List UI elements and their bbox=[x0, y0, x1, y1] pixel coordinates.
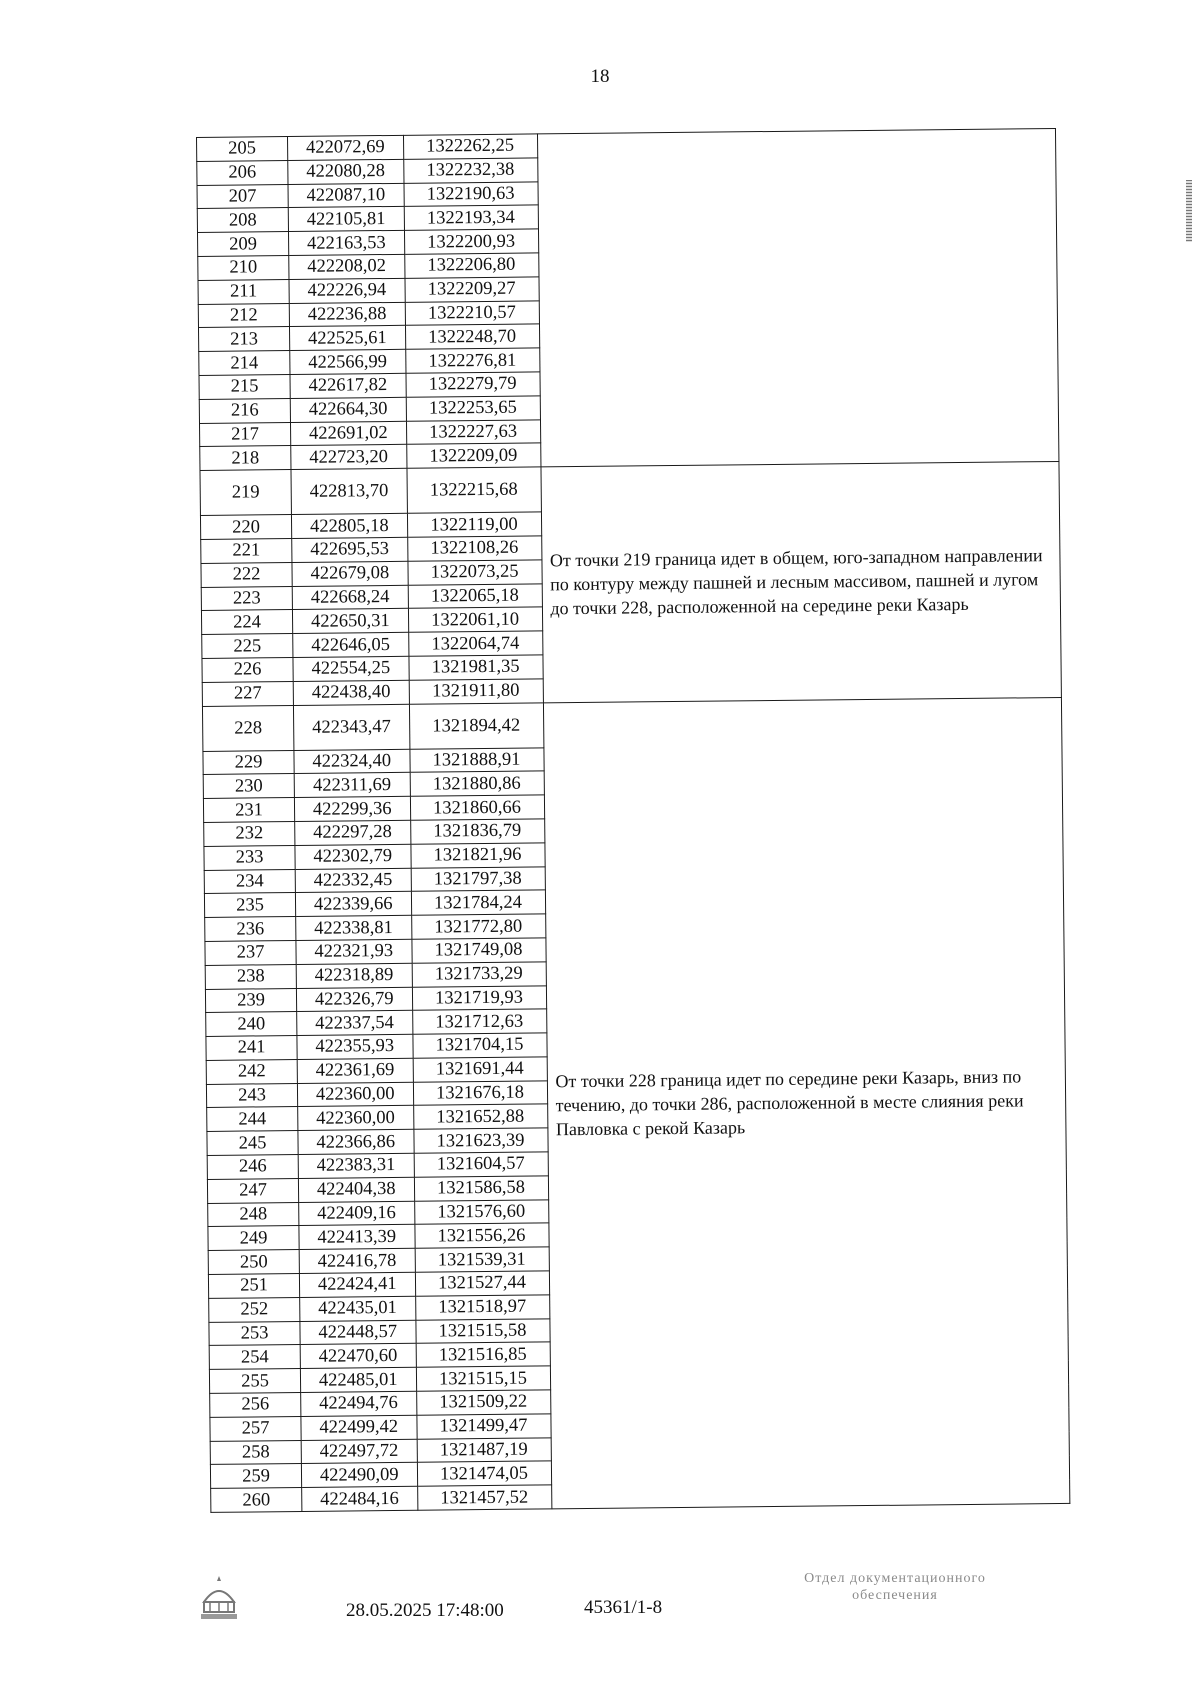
point-number-cell: 230 bbox=[203, 774, 294, 799]
x-coordinate-cell: 422497,72 bbox=[301, 1439, 417, 1464]
point-number-cell: 238 bbox=[205, 964, 296, 989]
x-coordinate-cell: 422226,94 bbox=[289, 278, 405, 303]
y-coordinate-cell: 1322209,09 bbox=[406, 443, 540, 468]
point-number-cell: 214 bbox=[199, 351, 290, 376]
x-coordinate-cell: 422416,78 bbox=[299, 1249, 415, 1274]
y-coordinate-cell: 1322253,65 bbox=[406, 396, 540, 421]
page-number: 18 bbox=[590, 66, 610, 87]
y-coordinate-cell: 1321515,58 bbox=[415, 1319, 549, 1344]
x-coordinate-cell: 422448,57 bbox=[300, 1320, 416, 1345]
point-number-cell: 220 bbox=[200, 515, 291, 540]
point-number-cell: 260 bbox=[211, 1488, 302, 1513]
point-number-cell: 248 bbox=[208, 1202, 299, 1227]
y-coordinate-cell: 1322061,10 bbox=[408, 607, 542, 632]
stamp-line-2: обеспечения bbox=[852, 1588, 938, 1603]
x-coordinate-cell: 422339,66 bbox=[295, 892, 411, 917]
y-coordinate-cell: 1321518,97 bbox=[415, 1295, 549, 1320]
x-coordinate-cell: 422695,53 bbox=[292, 537, 408, 562]
point-number-cell: 256 bbox=[210, 1393, 301, 1418]
x-coordinate-cell: 422361,69 bbox=[297, 1058, 413, 1083]
y-coordinate-cell: 1322193,34 bbox=[404, 205, 538, 230]
x-coordinate-cell: 422650,31 bbox=[292, 609, 408, 634]
x-coordinate-cell: 422321,93 bbox=[296, 939, 412, 964]
x-coordinate-cell: 422490,09 bbox=[301, 1463, 417, 1488]
x-coordinate-cell: 422208,02 bbox=[289, 254, 405, 279]
department-stamp bbox=[760, 1570, 1030, 1604]
y-coordinate-cell: 1321860,66 bbox=[410, 795, 544, 820]
y-coordinate-cell: 1322190,63 bbox=[404, 182, 538, 207]
point-number-cell: 235 bbox=[204, 893, 295, 918]
x-coordinate-cell: 422668,24 bbox=[292, 585, 408, 610]
y-coordinate-cell: 1322073,25 bbox=[407, 560, 541, 585]
point-number-cell: 234 bbox=[204, 869, 295, 894]
point-number-cell: 216 bbox=[199, 398, 290, 423]
x-coordinate-cell: 422525,61 bbox=[289, 326, 405, 351]
y-coordinate-cell: 1321797,38 bbox=[411, 866, 545, 891]
x-coordinate-cell: 422383,31 bbox=[298, 1153, 414, 1178]
y-coordinate-cell: 1321487,19 bbox=[417, 1437, 551, 1462]
x-coordinate-cell: 422332,45 bbox=[295, 868, 411, 893]
y-coordinate-cell: 1322064,74 bbox=[408, 631, 542, 656]
x-coordinate-cell: 422360,00 bbox=[297, 1082, 413, 1107]
x-coordinate-cell: 422366,86 bbox=[298, 1130, 414, 1155]
point-number-cell: 231 bbox=[203, 798, 294, 823]
x-coordinate-cell: 422337,54 bbox=[297, 1011, 413, 1036]
point-number-cell: 224 bbox=[201, 610, 292, 635]
y-coordinate-cell: 1321556,26 bbox=[414, 1223, 548, 1248]
x-coordinate-cell: 422236,88 bbox=[289, 302, 405, 327]
point-number-cell: 209 bbox=[198, 232, 289, 257]
point-number-cell: 242 bbox=[206, 1059, 297, 1084]
x-coordinate-cell: 422470,60 bbox=[300, 1344, 416, 1369]
point-number-cell: 239 bbox=[205, 988, 296, 1013]
point-number-cell: 258 bbox=[210, 1440, 301, 1465]
point-number-cell: 228 bbox=[202, 705, 293, 751]
y-coordinate-cell: 1321576,60 bbox=[414, 1200, 548, 1225]
y-coordinate-cell: 1322065,18 bbox=[408, 583, 542, 608]
y-coordinate-cell: 1322200,93 bbox=[404, 229, 538, 254]
x-coordinate-cell: 422355,93 bbox=[297, 1034, 413, 1059]
x-coordinate-cell: 422326,79 bbox=[296, 987, 412, 1012]
y-coordinate-cell: 1321784,24 bbox=[411, 890, 545, 915]
x-coordinate-cell: 422499,42 bbox=[301, 1415, 417, 1440]
point-number-cell: 225 bbox=[202, 634, 293, 659]
y-coordinate-cell: 1322279,79 bbox=[406, 372, 540, 397]
point-number-cell: 212 bbox=[198, 303, 289, 328]
y-coordinate-cell: 1321516,85 bbox=[416, 1342, 550, 1367]
y-coordinate-cell: 1321652,88 bbox=[413, 1104, 547, 1129]
x-coordinate-cell: 422080,28 bbox=[288, 159, 404, 184]
y-coordinate-cell: 1322276,81 bbox=[405, 348, 539, 373]
y-coordinate-cell: 1321474,05 bbox=[417, 1461, 551, 1486]
point-number-cell: 206 bbox=[197, 160, 288, 185]
y-coordinate-cell: 1322119,00 bbox=[407, 512, 541, 537]
y-coordinate-cell: 1321733,29 bbox=[412, 962, 546, 987]
x-coordinate-cell: 422338,81 bbox=[296, 915, 412, 940]
boundary-description-cell bbox=[537, 128, 1059, 467]
x-coordinate-cell: 422299,36 bbox=[294, 796, 410, 821]
x-coordinate-cell: 422554,25 bbox=[293, 656, 409, 681]
table-body bbox=[197, 128, 1070, 1512]
point-number-cell: 215 bbox=[199, 374, 290, 399]
x-coordinate-cell: 422409,16 bbox=[299, 1201, 415, 1226]
point-number-cell: 205 bbox=[197, 137, 288, 162]
x-coordinate-cell: 422404,38 bbox=[298, 1177, 414, 1202]
y-coordinate-cell: 1321539,31 bbox=[415, 1247, 549, 1272]
table-row bbox=[202, 697, 1061, 751]
boundary-description-cell: От точки 219 граница идет в общем, юго-западном направлении по контуру между пашней и лесным массивом, пашней и лугом до точки 228, расположенной на середине реки Казарь bbox=[540, 462, 1061, 703]
y-coordinate-cell: 1322232,38 bbox=[403, 158, 537, 183]
x-coordinate-cell: 422297,28 bbox=[295, 820, 411, 845]
x-coordinate-cell: 422723,20 bbox=[291, 445, 407, 470]
point-number-cell: 244 bbox=[207, 1107, 298, 1132]
point-number-cell: 259 bbox=[210, 1464, 301, 1489]
y-coordinate-cell: 1322206,80 bbox=[404, 253, 538, 278]
y-coordinate-cell: 1321515,15 bbox=[416, 1366, 550, 1391]
y-coordinate-cell: 1321691,44 bbox=[413, 1057, 547, 1082]
y-coordinate-cell: 1322209,27 bbox=[405, 277, 539, 302]
point-number-cell: 229 bbox=[203, 750, 294, 775]
x-coordinate-cell: 422087,10 bbox=[288, 183, 404, 208]
point-number-cell: 226 bbox=[202, 657, 293, 682]
x-coordinate-cell: 422424,41 bbox=[299, 1272, 415, 1297]
x-coordinate-cell: 422318,89 bbox=[296, 963, 412, 988]
table-row bbox=[200, 462, 1059, 516]
point-number-cell: 247 bbox=[207, 1178, 298, 1203]
y-coordinate-cell: 1322248,70 bbox=[405, 324, 539, 349]
y-coordinate-cell: 1321981,35 bbox=[408, 655, 542, 680]
x-coordinate-cell: 422566,99 bbox=[290, 349, 406, 374]
stamp-line-1: Отдел документационного bbox=[804, 1571, 986, 1586]
x-coordinate-cell: 422435,01 bbox=[300, 1296, 416, 1321]
x-coordinate-cell: 422617,82 bbox=[290, 373, 406, 398]
y-coordinate-cell: 1322227,63 bbox=[406, 419, 540, 444]
point-number-cell: 208 bbox=[197, 208, 288, 233]
point-number-cell: 233 bbox=[204, 845, 295, 870]
point-number-cell: 254 bbox=[209, 1345, 300, 1370]
point-number-cell: 240 bbox=[206, 1012, 297, 1037]
y-coordinate-cell: 1321499,47 bbox=[416, 1414, 550, 1439]
point-number-cell: 250 bbox=[208, 1250, 299, 1275]
point-number-cell: 243 bbox=[206, 1083, 297, 1108]
point-number-cell: 232 bbox=[204, 821, 295, 846]
x-coordinate-cell: 422438,40 bbox=[293, 680, 409, 705]
point-number-cell: 218 bbox=[200, 446, 291, 471]
print-datetime: 28.05.2025 17:48:00 bbox=[346, 1600, 504, 1621]
y-coordinate-cell: 1321719,93 bbox=[412, 985, 546, 1010]
point-number-cell: 245 bbox=[207, 1131, 298, 1156]
x-coordinate-cell: 422072,69 bbox=[288, 135, 404, 160]
y-coordinate-cell: 1321894,42 bbox=[409, 702, 543, 748]
point-number-cell: 236 bbox=[205, 917, 296, 942]
point-number-cell: 219 bbox=[200, 470, 291, 516]
y-coordinate-cell: 1322108,26 bbox=[407, 536, 541, 561]
point-number-cell: 213 bbox=[198, 327, 289, 352]
x-coordinate-cell: 422494,76 bbox=[301, 1391, 417, 1416]
y-coordinate-cell: 1321880,86 bbox=[410, 771, 544, 796]
y-coordinate-cell: 1321821,96 bbox=[410, 843, 544, 868]
x-coordinate-cell: 422664,30 bbox=[290, 397, 406, 422]
point-number-cell: 253 bbox=[209, 1321, 300, 1346]
y-coordinate-cell: 1321836,79 bbox=[410, 819, 544, 844]
y-coordinate-cell: 1321749,08 bbox=[411, 938, 545, 963]
point-number-cell: 246 bbox=[207, 1155, 298, 1180]
x-coordinate-cell: 422679,08 bbox=[292, 561, 408, 586]
x-coordinate-cell: 422485,01 bbox=[300, 1368, 416, 1393]
y-coordinate-cell: 1322210,57 bbox=[405, 300, 539, 325]
document-number: 45361/1-8 bbox=[584, 1597, 663, 1618]
x-coordinate-cell: 422163,53 bbox=[288, 231, 404, 256]
x-coordinate-cell: 422646,05 bbox=[293, 632, 409, 657]
point-number-cell: 249 bbox=[208, 1226, 299, 1251]
point-number-cell: 255 bbox=[209, 1369, 300, 1394]
y-coordinate-cell: 1321911,80 bbox=[409, 679, 543, 704]
x-coordinate-cell: 422813,70 bbox=[291, 468, 407, 514]
x-coordinate-cell: 422302,79 bbox=[295, 844, 411, 869]
y-coordinate-cell: 1321527,44 bbox=[415, 1271, 549, 1296]
x-coordinate-cell: 422105,81 bbox=[288, 207, 404, 232]
x-coordinate-cell: 422343,47 bbox=[293, 704, 409, 750]
boundary-description-cell: От точки 228 граница идет по середине реки Казарь, вниз по течению, до точки 286, расположенной в месте слияния реки Павловка с рекой Казарь bbox=[543, 697, 1070, 1509]
point-number-cell: 241 bbox=[206, 1036, 297, 1061]
scan-artifact bbox=[1186, 180, 1192, 242]
y-coordinate-cell: 1321457,52 bbox=[417, 1485, 551, 1510]
point-number-cell: 222 bbox=[201, 562, 292, 587]
emblem-icon bbox=[196, 1572, 242, 1624]
x-coordinate-cell: 422805,18 bbox=[291, 513, 407, 538]
y-coordinate-cell: 1321604,57 bbox=[414, 1152, 548, 1177]
point-number-cell: 211 bbox=[198, 279, 289, 304]
point-number-cell: 257 bbox=[210, 1416, 301, 1441]
point-number-cell: 221 bbox=[201, 538, 292, 563]
point-number-cell: 223 bbox=[201, 586, 292, 611]
point-number-cell: 237 bbox=[205, 940, 296, 965]
y-coordinate-cell: 1321704,15 bbox=[412, 1033, 546, 1058]
point-number-cell: 227 bbox=[202, 681, 293, 706]
y-coordinate-cell: 1321712,63 bbox=[412, 1009, 546, 1034]
y-coordinate-cell: 1321676,18 bbox=[413, 1081, 547, 1106]
point-number-cell: 252 bbox=[209, 1297, 300, 1322]
x-coordinate-cell: 422691,02 bbox=[290, 421, 406, 446]
x-coordinate-cell: 422484,16 bbox=[302, 1486, 418, 1511]
y-coordinate-cell: 1321772,80 bbox=[411, 914, 545, 939]
y-coordinate-cell: 1322215,68 bbox=[407, 467, 541, 513]
x-coordinate-cell: 422311,69 bbox=[294, 773, 410, 798]
x-coordinate-cell: 422360,00 bbox=[298, 1106, 414, 1131]
x-coordinate-cell: 422324,40 bbox=[294, 749, 410, 774]
point-number-cell: 207 bbox=[197, 184, 288, 209]
table-row bbox=[197, 128, 1056, 161]
y-coordinate-cell: 1322262,25 bbox=[403, 134, 537, 159]
y-coordinate-cell: 1321888,91 bbox=[409, 747, 543, 772]
point-number-cell: 217 bbox=[199, 422, 290, 447]
y-coordinate-cell: 1321509,22 bbox=[416, 1390, 550, 1415]
y-coordinate-cell: 1321623,39 bbox=[413, 1128, 547, 1153]
point-number-cell: 210 bbox=[198, 256, 289, 281]
boundary-coordinates-table bbox=[196, 128, 1070, 1513]
y-coordinate-cell: 1321586,58 bbox=[414, 1176, 548, 1201]
point-number-cell: 251 bbox=[208, 1274, 299, 1299]
x-coordinate-cell: 422413,39 bbox=[299, 1225, 415, 1250]
